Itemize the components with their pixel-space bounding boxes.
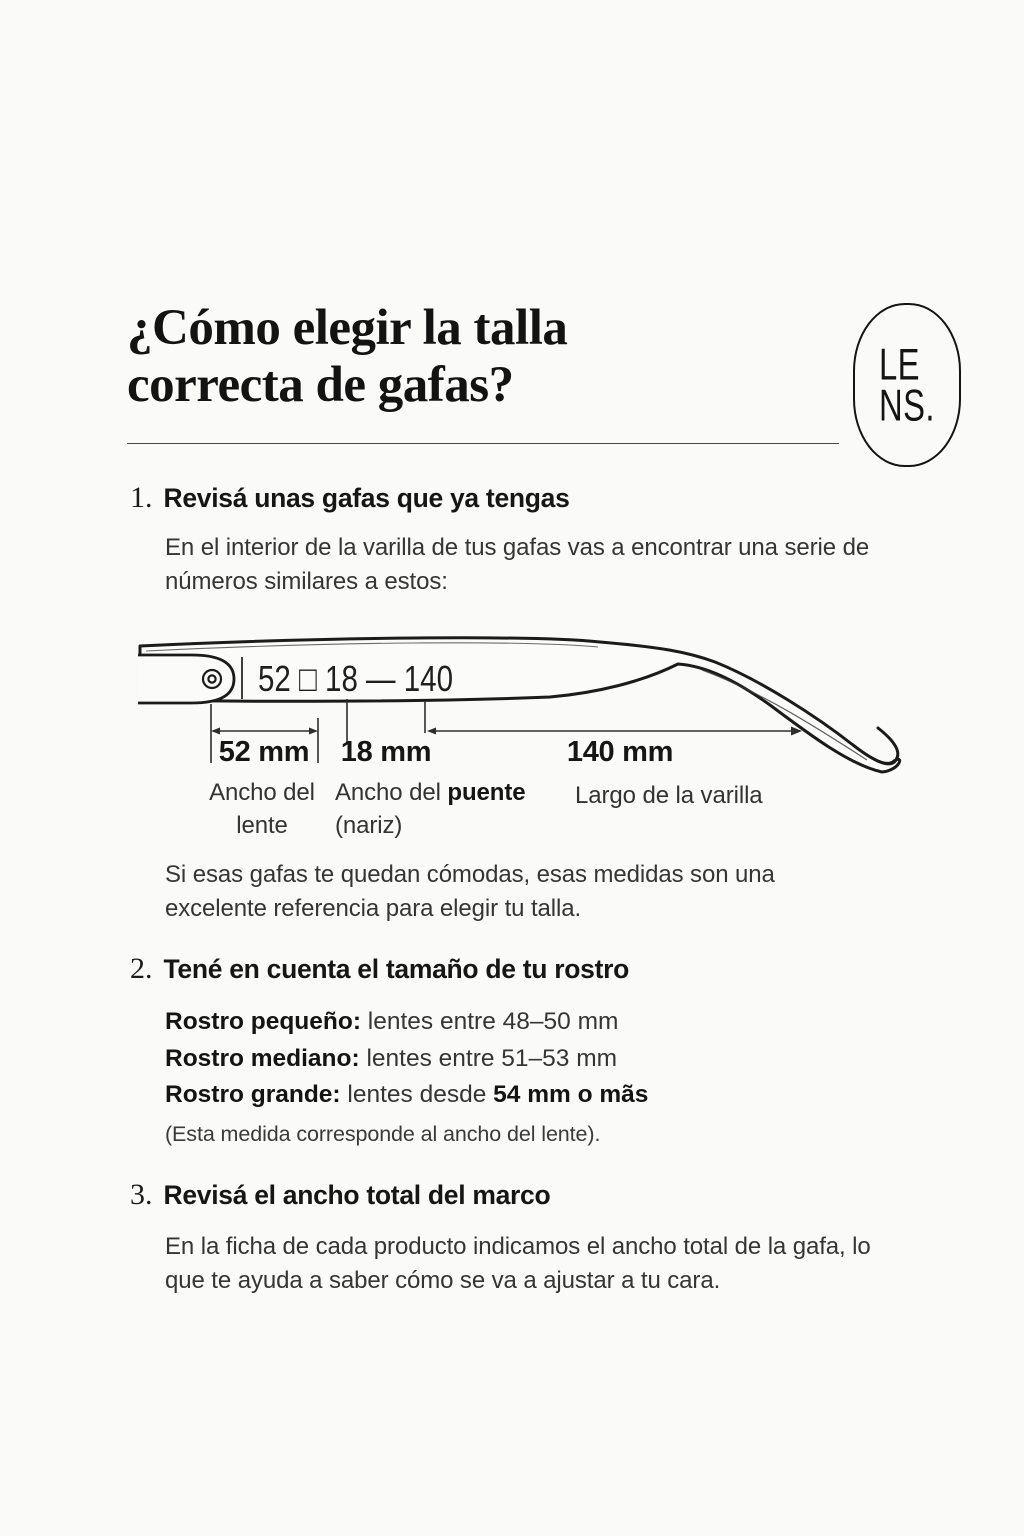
section2-title: Tené en cuenta el tamaño de tu rostro — [163, 954, 629, 984]
face-size-list — [165, 1004, 885, 1114]
page-title-line2: correcta de gafas? — [127, 357, 514, 413]
section1-heading — [130, 481, 570, 515]
brand-logo-line1: LE — [879, 339, 920, 390]
section2-heading — [130, 952, 629, 986]
section2-note: (Esta medida corresponde al ancho del lente). — [165, 1122, 601, 1146]
temple-length-value: 140 mm — [566, 736, 674, 768]
section3-heading — [130, 1178, 550, 1212]
bridge-width-value: 18 mm — [340, 736, 432, 768]
section3-title: Revisá el ancho total del marco — [163, 1180, 551, 1210]
bridge-label-bold: puente — [447, 779, 526, 806]
hinge-endpiece — [138, 655, 234, 703]
face-size-row-medium — [165, 1041, 885, 1078]
face-size-medium-text: lentes entre 51–53 mm — [359, 1044, 618, 1072]
section1-closing-paragraph: Si esas gafas te quedan cómodas, esas medidas son una excelente referencia para elegir tu talla. — [165, 861, 775, 922]
face-size-small-label: Rostro pequeño: — [165, 1008, 361, 1035]
face-size-large-text: lentes desde — [340, 1081, 494, 1108]
face-size-row-large — [165, 1077, 885, 1114]
page-title — [127, 300, 747, 414]
lens-width-label — [182, 776, 342, 842]
face-size-small-text: lentes entre 48–50 mm — [361, 1008, 619, 1035]
bridge-width-label-line2: (nariz) — [335, 812, 403, 839]
temple-length-label: Largo de la varilla — [575, 782, 763, 809]
bridge-width-label-line1 — [335, 776, 565, 809]
section2-number: 2. — [130, 952, 153, 985]
face-size-medium-label: Rostro mediano: — [165, 1044, 360, 1072]
brand-logo — [853, 303, 961, 467]
brand-logo-text — [879, 339, 935, 431]
etched-size-numbers: 52 □ 18 — 140 — [258, 658, 453, 699]
lens-width-label-line1: Ancho del — [209, 779, 315, 806]
header-divider — [127, 443, 839, 444]
section1-title: Revisá unas gafas que ya tengas — [163, 483, 570, 513]
section1-paragraph: En el interior de la varilla de tus gafas vas a encontrar una serie de números similares a estos: — [165, 534, 870, 595]
page-title-line1: ¿Cómo elegir la talla — [127, 300, 568, 356]
brand-logo-line2: NS. — [879, 380, 935, 431]
face-size-large-bold: 54 mm o mãs — [493, 1081, 649, 1108]
lens-width-label-line2: lente — [236, 812, 288, 839]
section3-paragraph: En la ficha de cada producto indicamos el ancho total de la gafa, lo que te ayuda a saber cómo se va a ajustar a tu cara. — [165, 1233, 871, 1294]
section1-number: 1. — [130, 481, 153, 514]
bridge-label-regular: Ancho del — [335, 779, 448, 806]
face-size-row-small — [165, 1004, 885, 1041]
bridge-width-label — [335, 776, 565, 842]
lens-width-value: 52 mm — [218, 736, 310, 768]
face-size-large-label: Rostro grande: — [165, 1081, 341, 1108]
section3-number: 3. — [130, 1178, 153, 1211]
